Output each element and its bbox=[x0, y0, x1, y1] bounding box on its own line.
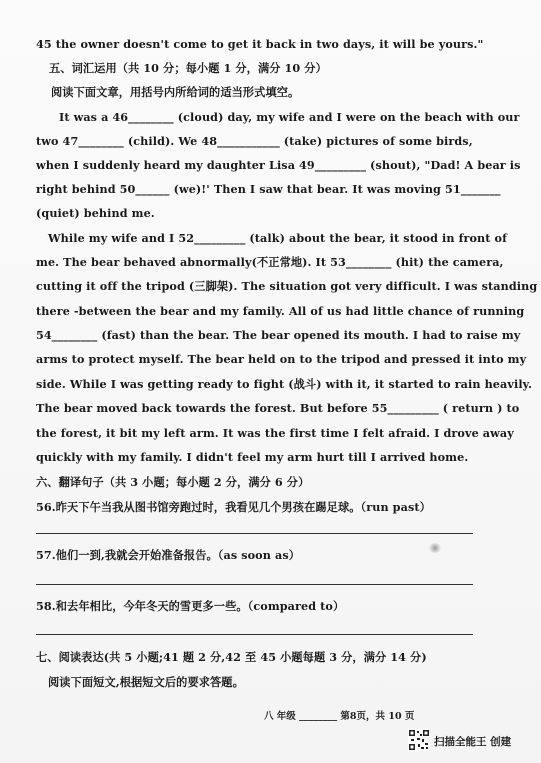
answer-line-57[interactable] bbox=[36, 584, 473, 585]
scanner-brand-label: 扫描全能王 创建 bbox=[434, 736, 512, 748]
passage-line: cutting it off the tripod (三脚架). The situation got very difficult. I was standing bbox=[36, 279, 538, 293]
answer-line-58[interactable] bbox=[36, 634, 473, 635]
passage-line: While my wife and I 52_________ (talk) about the bear, it stood in front of bbox=[48, 231, 508, 245]
passage-line: arms to protect myself. The bear held on to the tripod and pressed it into my bbox=[36, 352, 527, 366]
section-6-heading: 六、翻译句子（共 3 小题；每小题 2 分，满分 6 分） bbox=[36, 475, 310, 489]
section-7-heading: 七、阅读表达(共 5 小题;41 题 2 分,42 至 45 小题每题 3 分，满分 14 分) bbox=[36, 650, 427, 664]
passage-line: 54________ (fast) than the bear. The bear opened its mouth. I had to raise my bbox=[36, 328, 521, 342]
passage-line: It was a 46________ (cloud) day, my wife and I were on the beach with our bbox=[59, 110, 520, 124]
passage-line: (quiet) behind me. bbox=[36, 206, 155, 220]
question-58: 58.和去年相比，今年冬天的雪更多一些。（compared to） bbox=[36, 599, 345, 613]
passage-line: two 47________ (child). We 48___________ (take) pictures of some birds, bbox=[36, 134, 473, 148]
ink-smudge bbox=[428, 543, 442, 553]
passage-line: quickly with my family. I didn't feel my arm hurt till I arrived home. bbox=[36, 450, 469, 464]
passage-line: there -between the bear and my family. All of us had little chance of running bbox=[36, 304, 525, 318]
question-57: 57.他们一到,我就会开始准备报告。（as soon as） bbox=[36, 548, 300, 562]
section-7-instruction: 阅读下面短文,根据短文后的要求答题。 bbox=[48, 675, 244, 689]
passage-line: The bear moved back towards the forest. But before 55_________ ( return ) to bbox=[36, 401, 520, 415]
passage-line: when I suddenly heard my daughter Lisa 49_________ (shout), "Dad! A bear is bbox=[36, 158, 521, 172]
passage-line: side. While I was getting ready to fight (战斗) with it, it started to rain heavily. bbox=[36, 377, 532, 391]
passage-line: right behind 50______ (we)!' Then I saw that bear. It was moving 51_______ bbox=[36, 182, 501, 196]
answer-line-56[interactable] bbox=[36, 533, 473, 534]
section-5-instruction: 阅读下面文章，用括号内所给词的适当形式填空。 bbox=[51, 85, 300, 99]
page-footer: 八 年级 ________ 第8页，共 10 页 bbox=[264, 711, 415, 722]
passage-line: me. The bear behaved abnormally(不正常地). It 53________ (hit) the camera, bbox=[36, 255, 504, 269]
qr-code-icon bbox=[408, 729, 430, 751]
section-5-heading: 五、词汇运用（共 10 分；每小题 1 分，满分 10 分） bbox=[49, 61, 327, 75]
question-56: 56.昨天下午当我从图书馆旁跑过时，我看见几个男孩在踢足球。（run past） bbox=[36, 500, 431, 514]
line-45-end: 45 the owner doesn't come to get it back in two days, it will be yours." bbox=[36, 37, 484, 51]
passage-line: the forest, it bit my left arm. It was the first time I felt afraid. I drove away bbox=[36, 426, 514, 440]
